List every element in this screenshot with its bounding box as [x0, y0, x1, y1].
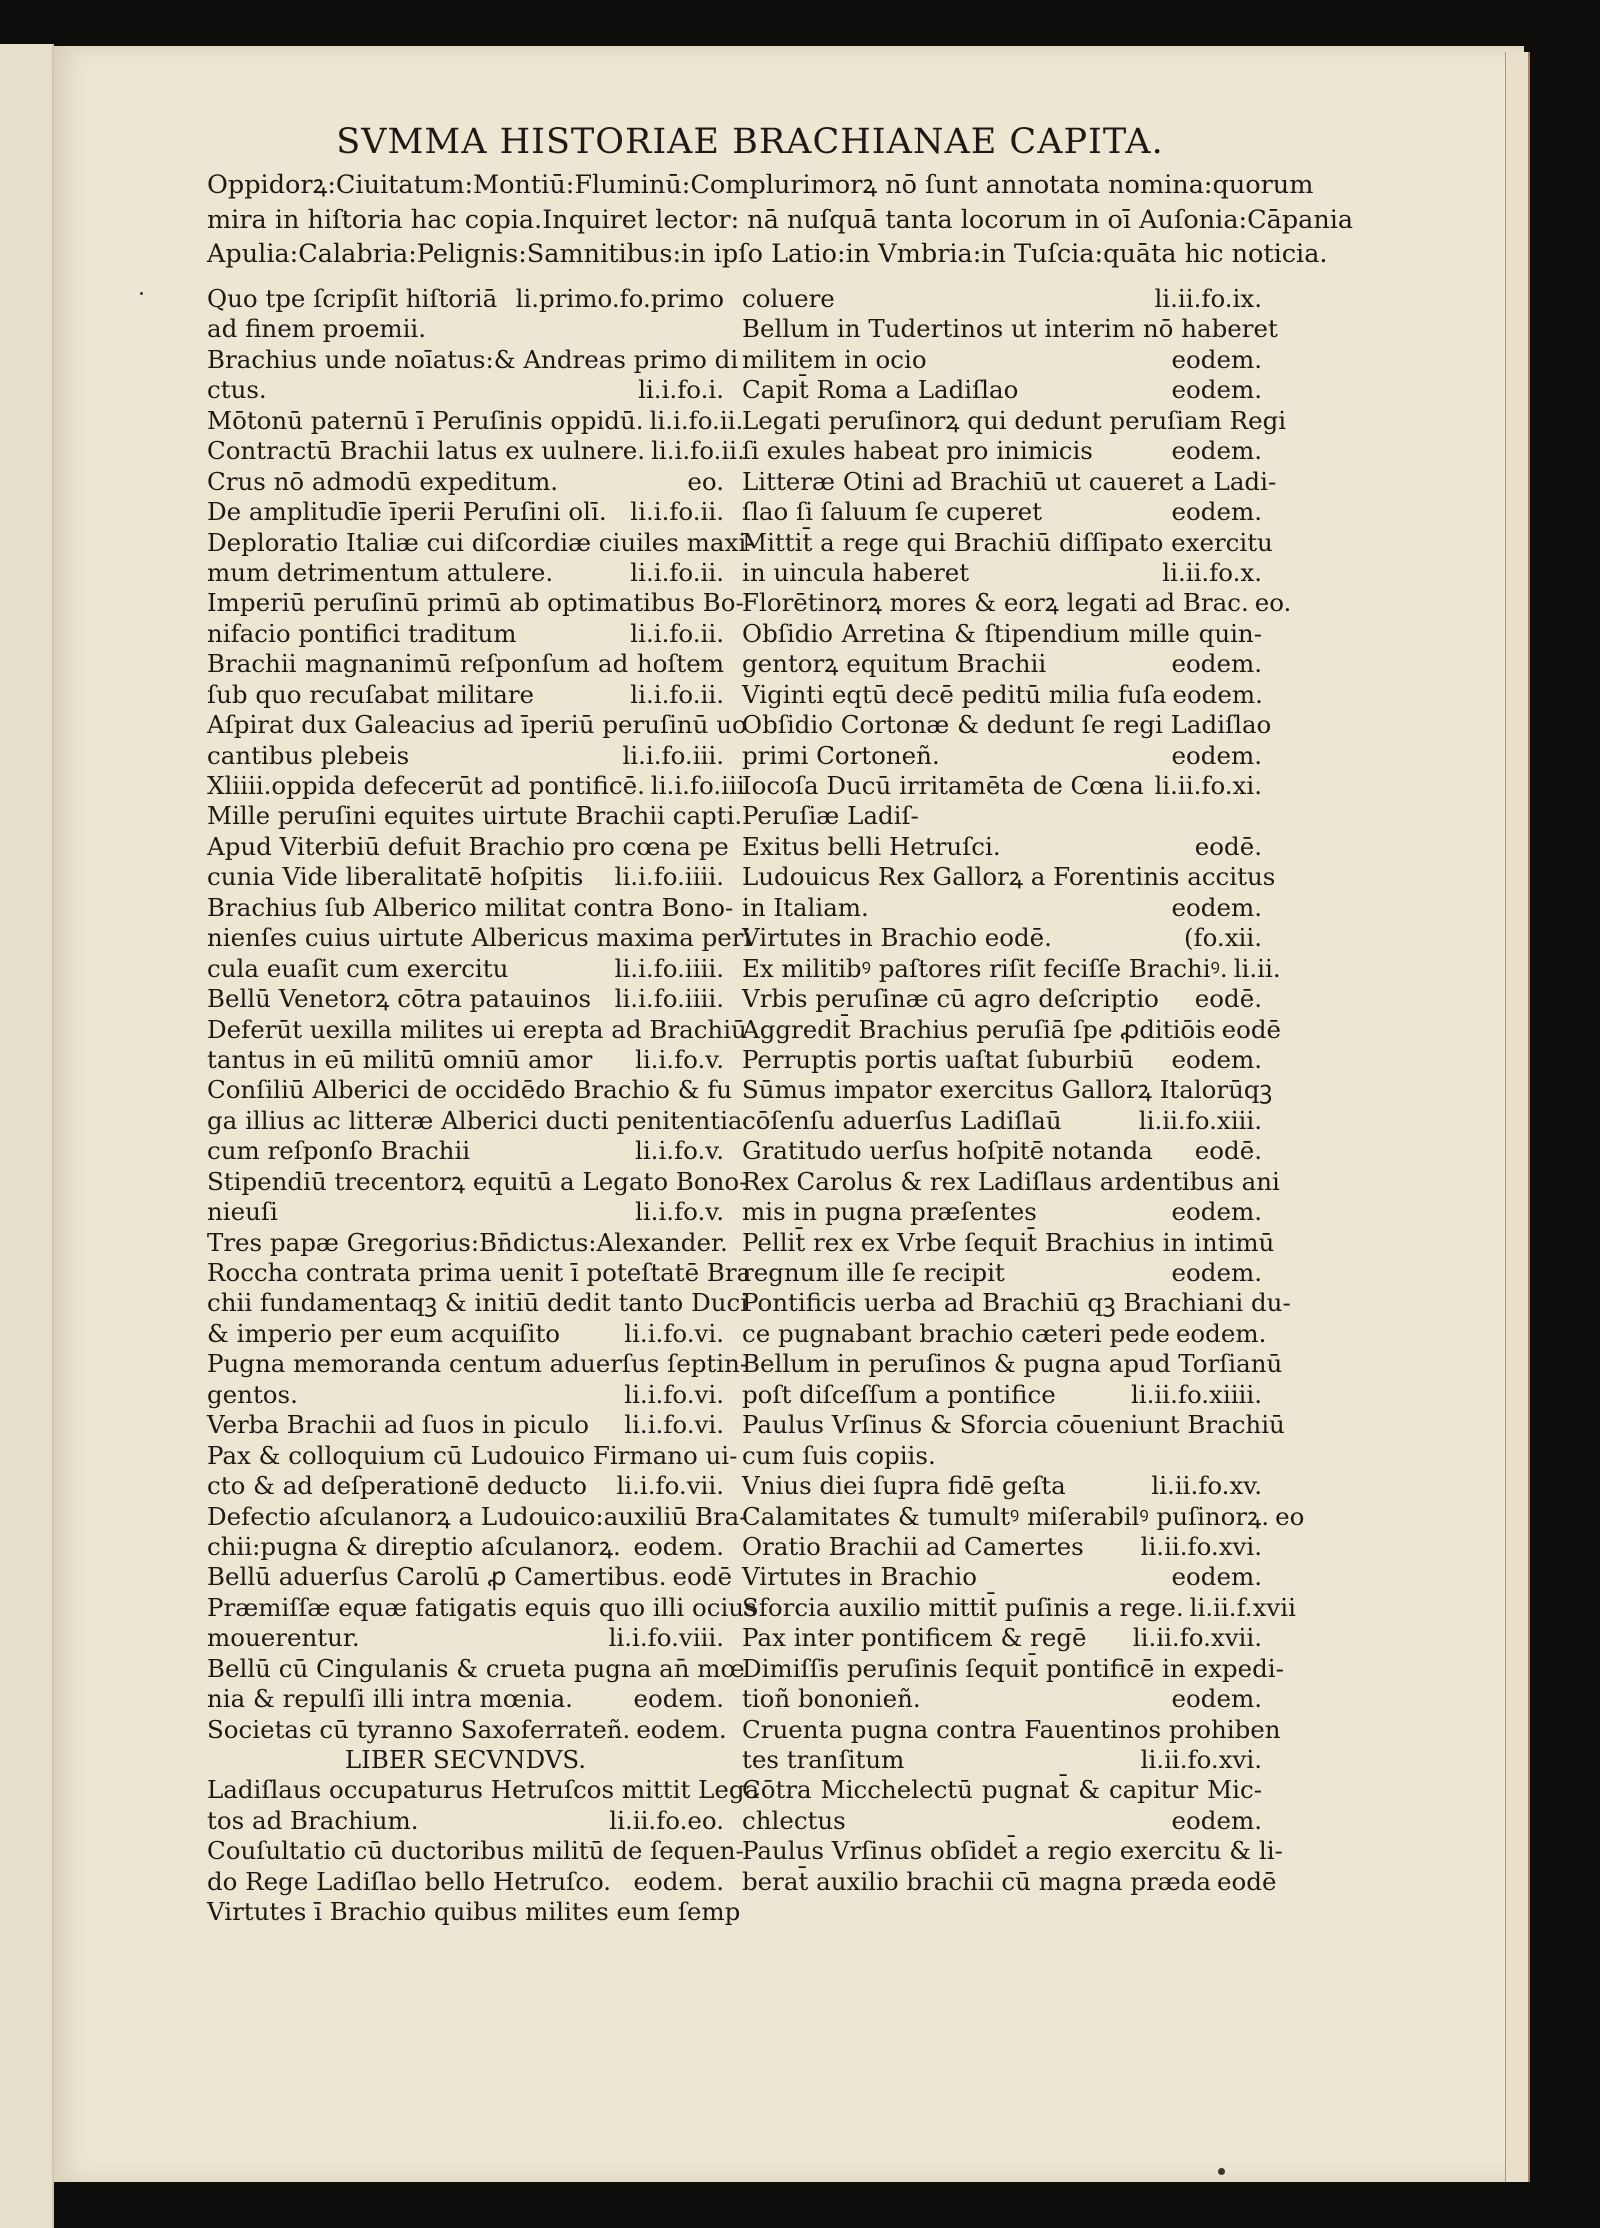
entry-text: Societas cū tyranno Saxoferrateñ. [207, 1714, 631, 1744]
index-entry [742, 405, 1287, 436]
entry-reference: eodem. [1171, 436, 1262, 466]
index-entry [207, 1258, 752, 1288]
entry-reference: eodem. [633, 1531, 724, 1561]
index-entry [207, 862, 724, 892]
entry-reference: li.ii.fo.xvi. [1140, 1531, 1262, 1561]
index-entry [207, 1684, 724, 1714]
entry-reference: li.i.fo.ii. [630, 618, 724, 648]
index-entry [207, 527, 755, 558]
entry-text: nifacio pontifici traditum [207, 618, 517, 648]
index-entry [207, 1014, 747, 1045]
entry-text: Cōtra Micchelectū pugnat̄ & capitur Mic- [742, 1775, 1262, 1805]
entry-text: mum detrimentum attulere. [207, 557, 554, 587]
entry-text: Oratio Brachii ad Camertes [742, 1531, 1084, 1561]
entry-reference: eodē [1221, 1014, 1282, 1044]
entry-text: Bellum in peruſinos & pugna apud Torſianū [742, 1349, 1283, 1379]
index-entry [742, 1197, 1262, 1227]
entry-text: Capit̄ Roma a Ladiſlao [742, 375, 1019, 405]
entry-text: cantibus plebeis [207, 740, 410, 770]
index-entry [207, 619, 724, 649]
index-entry [742, 741, 1262, 771]
entry-text: ſlao ſi ſaluum ſe cuperet [742, 497, 1042, 527]
entry-text: Florētinorꝝ mores & eorꝝ legati ad Brac. [742, 588, 1249, 618]
entry-text: Rex Carolus & rex Ladiſlaus ardentibus ani [742, 1166, 1280, 1196]
index-entry [207, 1897, 741, 1927]
index-entry [742, 436, 1262, 466]
intro-line: mira in hiſtoria hac copia.Inquiret lector: nā nuſquā tanta locorum in oī Auſonia:Cāpania [207, 204, 1354, 235]
index-entry [742, 1380, 1262, 1410]
entry-text: Vrbis peruſinæ cū agro deſcriptio [742, 984, 1159, 1014]
entry-text: gentos. [207, 1379, 298, 1409]
index-entry [742, 375, 1262, 405]
entry-text: Viginti eqtū decē peditū milia fuſa [742, 679, 1167, 709]
index-entry [207, 1166, 748, 1197]
entry-reference: li.i.fo.ii. [630, 497, 724, 527]
entry-text: Virtutes in Brachio eodē. [742, 923, 1052, 953]
entry-text: Brachii magnanimū reſponſum ad hoſtem [207, 649, 724, 679]
entry-reference: li.i.fo.vi. [624, 1318, 724, 1348]
intro-line: Apulia:Calabria:Pelignis:Samnitibus:in ipſo Latio:in Vmbria:in Tuſcia:quāta hic noticia. [207, 239, 1328, 269]
entry-reference: li.i.fo.iii. [622, 740, 724, 770]
entry-reference: li.i.fo.v. [635, 1044, 724, 1074]
entry-text: Quo tpe ſcripſit hiſtoriā [207, 284, 498, 313]
index-entry [742, 1623, 1262, 1653]
index-entry [207, 892, 734, 923]
entry-text: Virtutes ī Brachio quibus milites eum ſemp [207, 1897, 741, 1927]
index-entry [742, 893, 1262, 923]
entry-text: Litteræ Otini ad Brachiū ut caueret a Ladi- [742, 466, 1277, 496]
index-entry [207, 1501, 748, 1532]
entry-reference: eodem. [633, 1866, 724, 1896]
entry-reference: li.primo.fo.primo [515, 284, 724, 313]
entry-text: cto & ad deſperationē deducto [207, 1471, 587, 1501]
index-entry [742, 1714, 1281, 1745]
index-entry [207, 741, 724, 771]
entry-reference: li.i.fo.i. [638, 375, 724, 405]
entry-reference: eodem. [1171, 1684, 1262, 1714]
entry-reference: li.ii.fo.xvii. [1132, 1623, 1262, 1653]
index-entry [207, 1471, 724, 1501]
index-entry [742, 1166, 1280, 1197]
index-entry [207, 1714, 727, 1745]
index-entry [742, 619, 1262, 649]
entry-reference: li.ii.fo.xiiii. [1130, 1379, 1262, 1409]
entry-text: Legati peruſinorꝝ qui dedunt peruſiam Regi [742, 405, 1287, 435]
entry-reference: li.i.fo.v. [635, 1197, 724, 1227]
index-entry [742, 1136, 1262, 1166]
index-entry [207, 1440, 738, 1471]
entry-text: Aggredit̄ Brachius peruſiā ſpe ꝓditiōis [742, 1014, 1216, 1044]
ink-speck [140, 292, 143, 295]
entry-reference: li.i.fo.ii. [651, 436, 745, 466]
entry-text: Sūmus impator exercitus Gallorꝝ Italorūqꝫ [742, 1075, 1273, 1105]
entry-text: Conſiliū Alberici de occidēdo Brachio & fu [207, 1075, 733, 1105]
entry-reference: eodem. [1171, 344, 1262, 374]
index-entry [742, 1592, 1296, 1623]
entry-text: Calamitates & tumultꝰ miſerabilꝰ puſinorꝝ. [742, 1501, 1270, 1531]
entry-text: tos ad Brachium. [207, 1805, 419, 1835]
entry-text: Iocoſa Ducū irritamēta de Cœna [742, 771, 1144, 800]
entry-reference: eodem. [1171, 1562, 1262, 1592]
entry-text: Stipendiū trecentorꝝ equitū a Legato Bono- [207, 1166, 748, 1196]
entry-text: Obſidio Arretina & ſtipendium mille quin- [742, 618, 1262, 648]
index-entry [742, 1562, 1262, 1592]
index-entry [207, 558, 724, 588]
index-entry [207, 1380, 724, 1410]
index-entry [207, 1410, 724, 1440]
index-entry [742, 466, 1277, 497]
index-entry [207, 1197, 724, 1227]
entry-text: Mittit̄ a rege qui Brachiū diſſipato exercitu [742, 527, 1273, 557]
entry-reference: li.ii.f.xvii [1189, 1592, 1296, 1622]
entry-text: Aſpirat dux Galeacius ad īperiū peruſinū uo [207, 710, 747, 740]
entry-reference: li.i.fo.ii. [630, 557, 724, 587]
index-entry [207, 1592, 757, 1623]
index-entry [207, 1623, 724, 1653]
entry-text: Roccha contrata prima uenit ī poteſtatē Bra [207, 1258, 752, 1287]
entry-text: Bellum in Tudertinos ut interim nō haberet [742, 314, 1278, 344]
index-entry [742, 680, 1262, 710]
index-entry [207, 344, 739, 375]
entry-reference: li.ii.fo.x. [1162, 557, 1262, 587]
index-entry [742, 953, 1281, 984]
entry-text: Mille peruſini equites uirtute Brachii capti. [207, 801, 743, 831]
entry-reference: li.ii.fo.xv. [1151, 1471, 1262, 1501]
index-entry [742, 1471, 1262, 1501]
index-entry [207, 1532, 724, 1562]
page-title: SVMMA HISTORIAE BRACHIANAE CAPITA. [336, 122, 1164, 162]
entry-text: ctus. [207, 375, 267, 405]
index-column-left [207, 284, 760, 1928]
entry-text: Ludouicus Rex Gallorꝝ a Forentinis accitus [742, 862, 1276, 892]
entry-text: ſi exules habeat pro inimicis [742, 436, 1093, 466]
index-entry [207, 314, 724, 344]
entry-text: tantus in eū militū omniū amor [207, 1044, 593, 1074]
index-entry [742, 1745, 1262, 1775]
index-entry [207, 588, 744, 618]
index-entry [742, 1532, 1262, 1562]
index-entry [207, 1227, 728, 1258]
entry-text: Cruenta pugna contra Fauentinos prohiben [742, 1714, 1281, 1744]
index-entry [742, 801, 1262, 831]
entry-text: De amplitudīe īperii Peruſini olī. [207, 497, 607, 527]
entry-reference: li.i.fo.iii [650, 771, 745, 800]
entry-text: Pontificis uerba ad Brachiū qꝫ Brachiani du- [742, 1288, 1291, 1318]
entry-text: Ex militibꝰ paſtores riſit feciſſe Brachiꝰ. [742, 953, 1228, 983]
entry-text: do Rege Ladiſlao bello Hetruſco. [207, 1866, 612, 1896]
entry-text: in uincula haberet [742, 557, 970, 587]
entry-reference: eodem. [1171, 1044, 1262, 1074]
entry-text: militem in ocio [742, 344, 927, 374]
index-entry [207, 1105, 743, 1136]
entry-reference: eodē. [1194, 984, 1262, 1014]
index-entry [742, 1014, 1282, 1045]
index-entry [742, 1288, 1291, 1318]
entry-text: Crus nō admodū expeditum. [207, 466, 559, 496]
entry-text: Pax & colloquium cū Ludouico Firmano ui- [207, 1440, 738, 1470]
index-entry [742, 345, 1262, 375]
index-entry [207, 284, 724, 314]
entry-text: Obſidio Cortonæ & dedunt ſe regi Ladiſlao [742, 710, 1272, 740]
entry-text: nienſes cuius uirtute Albericus maxima peri [207, 923, 752, 953]
entry-reference: eodem. [1171, 375, 1262, 405]
entry-reference: eodē. [1194, 831, 1262, 861]
index-entry [207, 467, 724, 497]
intro-line: Oppidorꝝ:Ciuitatum:Montiū:Fluminū:Complurimorꝝ nō ſunt annotata nomina:quorum [207, 170, 1314, 200]
entry-text: cunia Vide liberalitatē hoſpitis [207, 862, 584, 892]
index-entry [742, 923, 1262, 953]
entry-text: Exitus belli Hetruſci. [742, 831, 1001, 861]
page-edge [1505, 52, 1530, 2182]
index-entry [742, 1441, 1262, 1471]
index-entry [207, 1075, 733, 1105]
entry-text: Perruptis portis uaſtat ſuburbiū [742, 1044, 1134, 1074]
index-entry [207, 1653, 745, 1684]
entry-reference: li.ii.fo.xvi. [1140, 1745, 1262, 1774]
entry-reference: li.i.fo.ii. [649, 405, 744, 435]
entry-reference: eo. [687, 466, 724, 496]
entry-text: poſt diſceſſum a pontifice [742, 1379, 1056, 1409]
entry-reference: eodem. [1175, 1318, 1267, 1348]
entry-text: Mōtonū paternū ī Peruſinis oppidū. [207, 405, 644, 435]
entry-reference: li.ii.fo.eo. [609, 1805, 724, 1835]
entry-text: Bellū aduerſus Carolū ꝓ Camertibus. [207, 1562, 667, 1592]
index-entry [207, 1349, 749, 1379]
index-entry [742, 1258, 1262, 1288]
entry-text: Dimiſſis peruſinis ſequit̄ pontificē in expedi- [742, 1653, 1284, 1683]
entry-text: Deferūt uexilla milites ui erepta ad Brachiū [207, 1014, 747, 1044]
entry-reference: li.i.fo.vi. [624, 1379, 724, 1409]
entry-text: Sforcia auxilio mittit̄ puſinis a rege. [742, 1592, 1184, 1622]
entry-text: primi Cortoneñ. [742, 740, 940, 770]
index-entry [207, 984, 724, 1014]
entry-reference: li.i.fo.v. [635, 1136, 724, 1166]
entry-text: Couſultatio cū ductoribus militū de ſequen- [207, 1836, 744, 1866]
index-entry [742, 771, 1262, 801]
index-entry [207, 1775, 760, 1805]
entry-reference: eodem. [1171, 740, 1262, 770]
entry-text: Verba Brachii ad ſuos in piculo [207, 1410, 590, 1440]
entry-text: Brachius ſub Alberico militat contra Bono- [207, 892, 734, 922]
entry-text: regnum ille ſe recipit [742, 1258, 1005, 1287]
entry-text: Bellū Venetorꝝ cōtra patauinos [207, 984, 592, 1014]
entry-text: Brachius unde noīatus:& Andreas primo di [207, 344, 739, 374]
index-entry [742, 1866, 1277, 1897]
entry-reference: li.ii.fo.xiii. [1138, 1105, 1262, 1135]
entry-text: nia & repulſi illi intra mœnia. [207, 1684, 573, 1714]
entry-text: coluere [742, 284, 835, 313]
entry-reference: eodem. [636, 1714, 727, 1744]
entry-reference: li.ii.fo.xi. [1154, 771, 1262, 800]
entry-reference: li.ii.fo.ix. [1154, 284, 1262, 313]
index-entry [207, 1562, 732, 1592]
index-entry [207, 1288, 749, 1318]
index-entry [742, 984, 1262, 1014]
entry-reference: (fo.xii. [1183, 923, 1262, 953]
index-entry [742, 527, 1273, 558]
entry-text: Pax inter pontificem & regē [742, 1623, 1087, 1653]
entry-text: Xliiii.oppida defecerūt ad pontificē. [207, 771, 645, 800]
index-entry [742, 314, 1278, 344]
index-entry [207, 1806, 724, 1836]
entry-text: Præmiſſæ equæ fatigatis equis quo illi ocius [207, 1592, 757, 1622]
intro-paragraph [207, 168, 1354, 272]
entry-text: Deploratio Italiæ cui diſcordiæ ciuiles maxi- [207, 527, 755, 557]
entry-reference: eodem. [1171, 1805, 1262, 1835]
entry-text: Pellit̄ rex ex Vrbe ſequit̄ Brachius in intimū [742, 1227, 1275, 1257]
index-entry [207, 710, 747, 740]
index-entry [207, 497, 724, 527]
index-entry [207, 1045, 724, 1075]
entry-text: Contractū Brachii latus ex uulnere. [207, 436, 646, 466]
entry-reference: eo. [1254, 588, 1292, 618]
entry-text: Paulus Vrſinus obſidet̄ a regio exercitu & li- [742, 1836, 1283, 1866]
index-entry [207, 801, 743, 831]
entry-text: chii:pugna & direptio aſculanorꝝ. [207, 1531, 621, 1561]
entry-text: Pugna memoranda centum aduerſus ſeptin- [207, 1349, 749, 1379]
index-entry [742, 1075, 1273, 1105]
entry-text: Gratitudo uerſus hoſpitē notanda [742, 1136, 1153, 1166]
index-entry [207, 680, 724, 710]
entry-text: Vnius diei ſupra fidē geſta [742, 1471, 1066, 1501]
index-entry [742, 1045, 1262, 1075]
entry-reference: eo [1275, 1501, 1305, 1531]
entry-reference: eodem. [1171, 1197, 1262, 1227]
index-entry [742, 710, 1272, 740]
entry-reference: li.i.fo.iiii. [614, 862, 724, 892]
entry-text: Defectio aſculanorꝝ a Ludouico:auxiliū Bra- [207, 1501, 748, 1531]
index-entry [207, 771, 745, 801]
entry-reference: li.ii. [1233, 953, 1281, 983]
index-entry [742, 649, 1262, 679]
index-entry [207, 1136, 724, 1166]
entry-reference: li.i.fo.vi. [624, 1410, 724, 1440]
entry-text: ad finem proemii. [207, 314, 427, 344]
entry-text: cum ſuis copiis. [742, 1440, 936, 1470]
entry-text: Ladiſlaus occupaturus Hetruſcos mittit Lega [207, 1775, 760, 1805]
index-entry [742, 1684, 1262, 1714]
entry-text: ce pugnabant brachio cæteri pede [742, 1318, 1170, 1348]
index-entry [207, 831, 729, 862]
entry-text: gentorꝝ equitum Brachii [742, 649, 1047, 679]
entry-text: Paulus Vrſinus & Sforcia cōueniunt Brachiū [742, 1410, 1285, 1440]
entry-reference: eodē [1217, 1866, 1277, 1896]
index-entry [742, 1227, 1275, 1258]
index-entry [742, 558, 1262, 588]
entry-text: Virtutes in Brachio [742, 1562, 977, 1592]
index-entry [742, 1653, 1284, 1684]
entry-text: mis in pugna præſentes [742, 1197, 1037, 1227]
index-entry [742, 1836, 1283, 1866]
entry-text: tes tranſitum [742, 1745, 905, 1774]
index-entry [207, 1319, 724, 1349]
index-entry [207, 405, 744, 436]
entry-text: ſub quo recuſabat militare [207, 679, 535, 709]
entry-text: mouerentur. [207, 1623, 360, 1653]
entry-text: Tres papæ Gregorius:Bn̄dictus:Alexander. [207, 1227, 728, 1257]
section-heading [207, 1745, 724, 1775]
entry-reference: li.i.fo.ii. [630, 679, 724, 709]
ink-speck [1218, 2168, 1225, 2175]
entry-text: nieuſi [207, 1197, 278, 1227]
index-entry [742, 1410, 1285, 1440]
entry-text: Bellū cū Cingulanis & crueta pugna an̄ mœ [207, 1653, 745, 1683]
entry-text: chii fundamentaqꝫ & initiū dedit tanto Duci [207, 1288, 749, 1318]
entry-reference: eodem. [1171, 892, 1262, 922]
index-entry [742, 284, 1262, 314]
index-entry [207, 436, 745, 466]
index-entry [742, 1106, 1262, 1136]
entry-text: cula euaſit cum exercitu [207, 953, 509, 983]
entry-text: chlectus [742, 1805, 846, 1835]
entry-text: LIBER SECVNDVS. [344, 1745, 587, 1774]
entry-reference: eodē. [1194, 1136, 1262, 1166]
index-entry [742, 862, 1276, 892]
entry-reference: eodem. [1172, 679, 1263, 709]
entry-reference: li.i.fo.viii. [608, 1623, 724, 1653]
entry-text: tioñ bononieñ. [742, 1684, 921, 1714]
index-entry [207, 1836, 744, 1866]
entry-text: Imperiū peruſinū primū ab optimatibus Bo- [207, 588, 744, 618]
entry-text: & imperio per eum acquiſito [207, 1318, 561, 1348]
index-entry [742, 1775, 1262, 1805]
entry-reference: li.i.fo.iiii. [614, 953, 724, 983]
index-entry [742, 497, 1262, 527]
entry-text: ga illius ac litteræ Alberici ducti penitentia [207, 1105, 743, 1135]
entry-text: berat̄ auxilio brachii cū magna præda [742, 1866, 1212, 1896]
index-entry [207, 1867, 724, 1897]
entry-text: cōſenſu aduerſus Ladiſlaū [742, 1105, 1062, 1135]
index-entry [207, 923, 752, 953]
index-entry [207, 375, 724, 405]
entry-reference: li.i.fo.iiii. [614, 984, 724, 1014]
entry-reference: li.i.fo.vii. [616, 1471, 724, 1501]
index-column-right [742, 284, 1305, 1897]
index-entry [207, 649, 724, 679]
entry-text: cum reſponſo Brachii [207, 1136, 471, 1166]
index-entry [742, 832, 1262, 862]
entry-reference: eodem. [1171, 497, 1262, 527]
index-entry [742, 1806, 1262, 1836]
index-entry [742, 1349, 1283, 1379]
index-entry [207, 954, 724, 984]
entry-reference: eodem. [1171, 1258, 1262, 1287]
index-entry [742, 588, 1292, 618]
entry-reference: eodē [672, 1562, 732, 1592]
index-entry [742, 1318, 1267, 1349]
entry-text: Peruſiæ Ladiſ- [742, 801, 919, 831]
entry-text: Apud Viterbiū defuit Brachio pro cœna pe [207, 831, 729, 861]
entry-reference: eodem. [633, 1684, 724, 1714]
previous-leaf-edge [0, 44, 54, 2228]
index-entry [742, 1501, 1305, 1532]
entry-text: in Italiam. [742, 892, 869, 922]
entry-reference: eodem. [1171, 649, 1262, 679]
